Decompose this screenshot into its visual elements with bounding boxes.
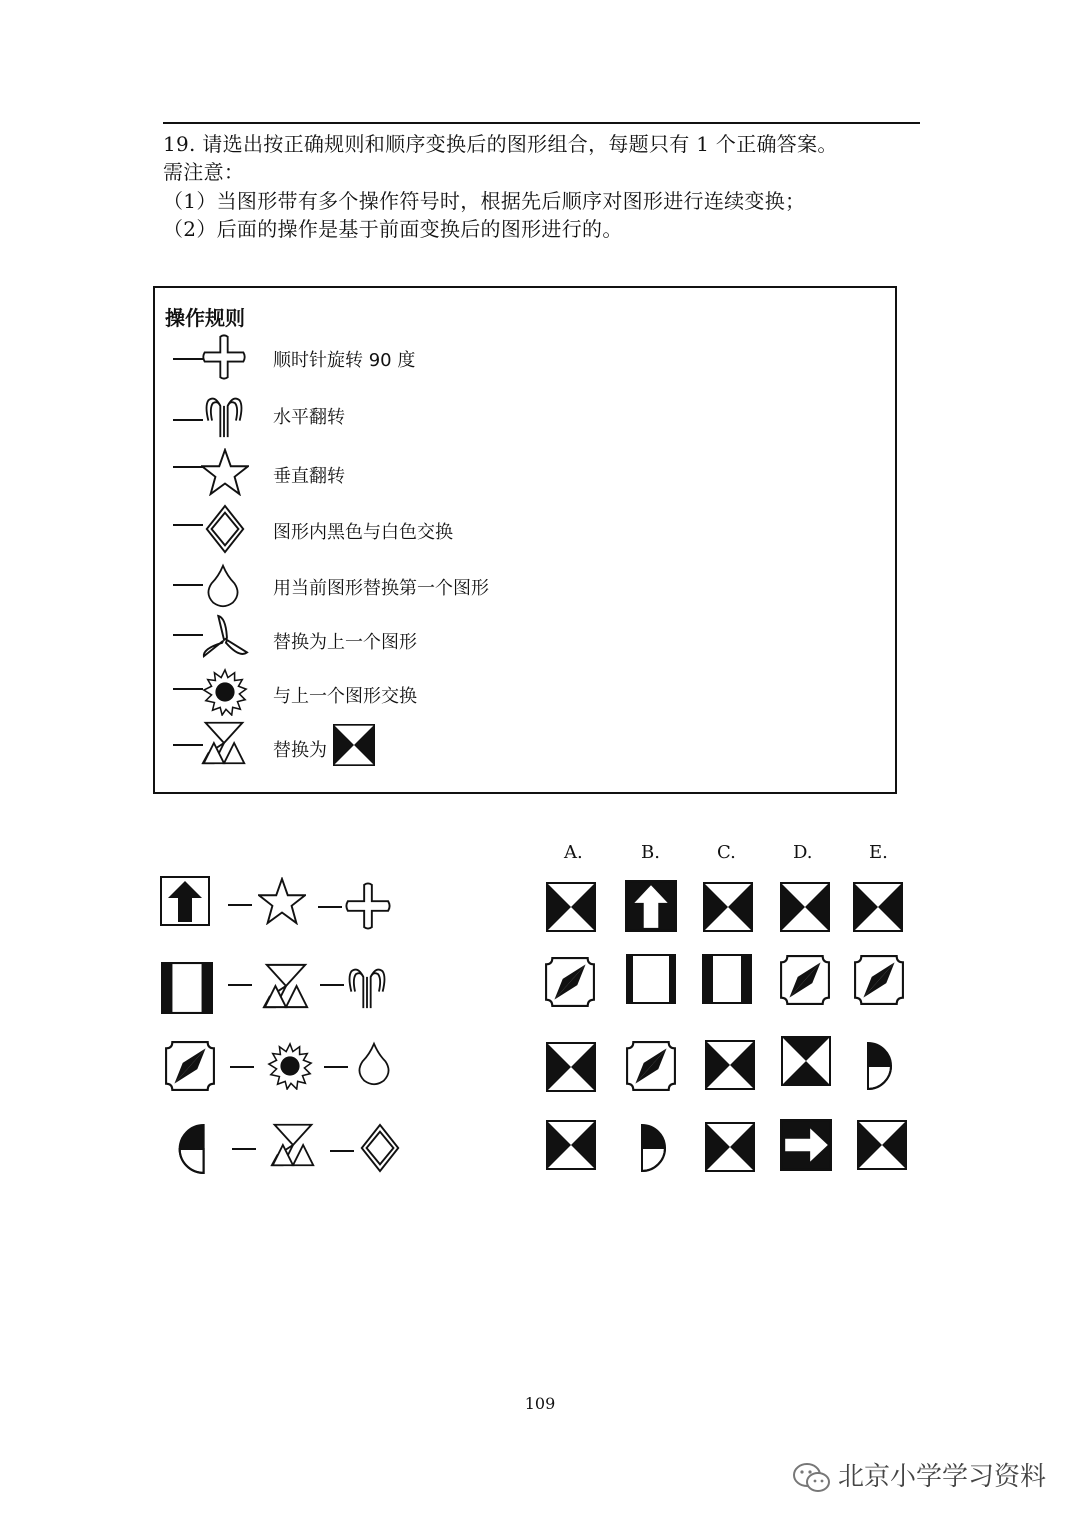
option-e-figure[interactable]: [853, 954, 905, 1006]
triangles-icon: [262, 962, 310, 1010]
question-line-2: 需注意：: [163, 160, 245, 184]
option-a-figure[interactable]: [544, 956, 596, 1008]
option-label-d: D.: [793, 842, 813, 863]
rule-row-hflip: [173, 391, 873, 441]
sun-icon: [266, 1042, 314, 1090]
rule-text: 与上一个图形交换: [273, 686, 417, 707]
pinwheel-icon: [201, 614, 249, 662]
cross-icon: [201, 334, 247, 380]
rule-row-invert: [173, 502, 873, 552]
option-label-c: C.: [717, 842, 736, 863]
fountain-icon: [201, 391, 247, 441]
rule-row-rotate: [173, 334, 873, 384]
op-dash: [228, 984, 252, 986]
rule-text: 垂直翻转: [273, 466, 345, 487]
hourglass-figure: [333, 724, 375, 766]
diamond-icon: [201, 502, 249, 556]
drop-icon: [352, 1040, 396, 1088]
option-e-figure[interactable]: [853, 882, 903, 932]
option-c-figure[interactable]: [703, 882, 753, 932]
rule-text: 用当前图形替换第一个图形: [273, 578, 489, 599]
triangles-icon: [270, 1122, 316, 1168]
op-dash: [232, 1148, 256, 1150]
top-rule: [163, 122, 920, 124]
rule-row-vflip: [173, 448, 873, 498]
rules-title: 操作规则: [165, 306, 245, 330]
question-line-3: （1）当图形带有多个操作符号时，根据先后顺序对图形进行连续变换；: [163, 189, 806, 213]
option-d-figure[interactable]: [779, 954, 831, 1006]
star-icon: [201, 448, 249, 496]
option-c-figure[interactable]: [700, 954, 754, 1004]
rule-row-replace-first: [173, 562, 873, 612]
rule-row-replace-prev: [173, 614, 873, 664]
drop-icon: [201, 562, 245, 610]
question-line-4: （2）后面的操作是基于前面变换后的图形进行的。: [163, 217, 623, 241]
option-a-figure[interactable]: [546, 1042, 596, 1092]
rule-text: 图形内黑色与白色交换: [273, 522, 453, 543]
page-number: 109: [524, 1394, 556, 1413]
option-d-figure[interactable]: [780, 1036, 832, 1086]
rule-text: 水平翻转: [273, 407, 345, 428]
star-icon: [258, 877, 306, 925]
option-c-figure[interactable]: [705, 1040, 755, 1090]
option-b-figure[interactable]: [624, 954, 678, 1004]
fountain-icon: [344, 962, 390, 1012]
watermark: [792, 1456, 1046, 1495]
option-b-figure[interactable]: [625, 1040, 677, 1092]
option-e-figure[interactable]: [858, 1040, 908, 1092]
start-figure-rhombus: [164, 1040, 216, 1092]
option-b-figure[interactable]: [624, 880, 678, 932]
rule-text: 顺时针旋转 90 度: [273, 350, 416, 371]
option-label-a: A.: [564, 842, 583, 863]
option-d-figure[interactable]: [780, 882, 830, 932]
rule-row-swap-prev: [173, 668, 873, 718]
diamond-icon: [356, 1120, 404, 1176]
option-a-figure[interactable]: [546, 882, 596, 932]
option-b-figure[interactable]: [632, 1122, 682, 1174]
start-figure-arrow-up: [158, 876, 212, 926]
option-c-figure[interactable]: [705, 1122, 755, 1172]
question-line-1: 19. 请选出按正确规则和顺序变换后的图形组合，每题只有 1 个正确答案。: [163, 132, 838, 156]
op-dash: [330, 1150, 354, 1152]
op-dash: [318, 906, 342, 908]
rule-text: 替换为上一个图形: [273, 632, 417, 653]
rules-box: [153, 286, 897, 794]
rule-row-replace-with: [173, 720, 873, 770]
op-dash: [320, 984, 344, 986]
option-e-figure[interactable]: [857, 1120, 907, 1170]
start-figure-bars: [160, 962, 214, 1014]
option-a-figure[interactable]: [546, 1120, 596, 1170]
op-dash: [228, 904, 252, 906]
option-d-figure[interactable]: [780, 1118, 832, 1172]
cross-icon: [344, 882, 392, 930]
option-label-b: B.: [641, 842, 660, 863]
op-dash: [324, 1066, 348, 1068]
start-figure-quarter-circle: [162, 1122, 214, 1176]
watermark-text: 北京小学学习资料: [837, 1462, 1046, 1492]
sun-icon: [201, 668, 249, 716]
triangles-icon: [201, 720, 247, 766]
option-label-e: E.: [869, 842, 888, 863]
op-dash: [230, 1066, 254, 1068]
wechat-icon: [792, 1461, 832, 1495]
rule-text: 替换为: [273, 740, 327, 761]
